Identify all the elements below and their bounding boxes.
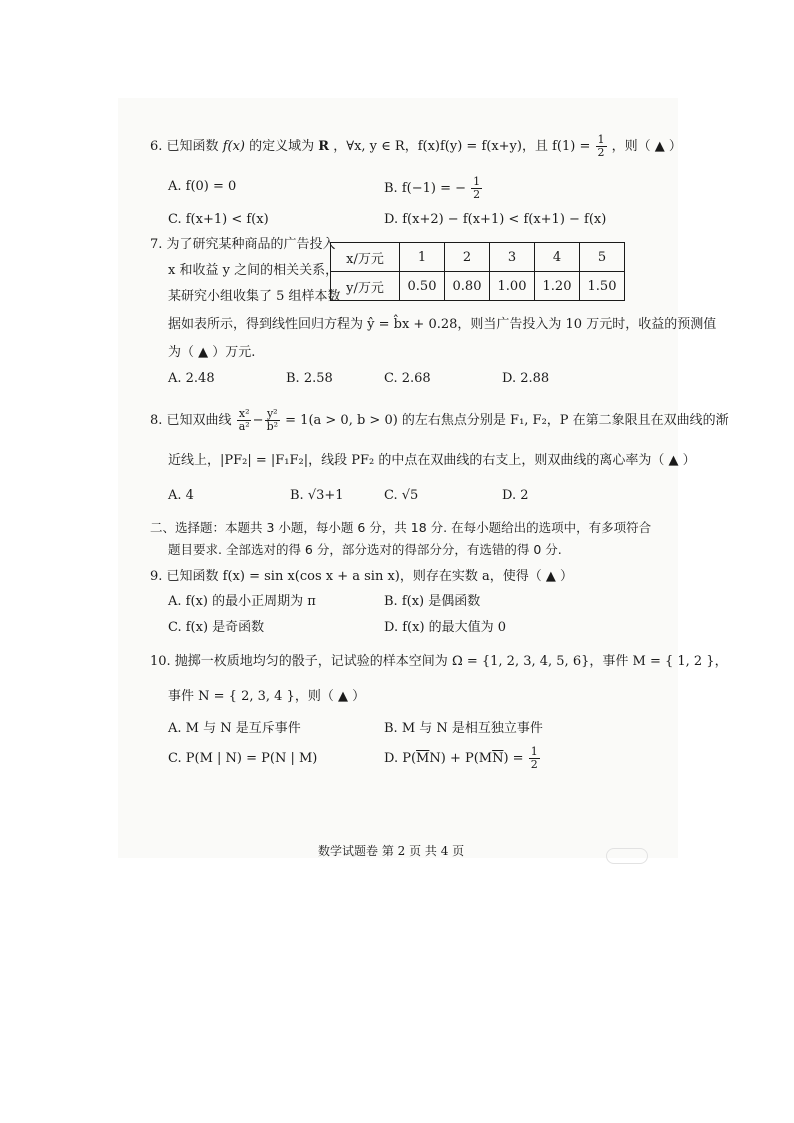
faint-stamp [606,848,648,864]
q6-stem-a: 6. 已知函数 [150,139,219,154]
q10-option-d-fraction: $\frac{1}{2}$ [530,745,538,771]
q6-stem-b: 的定义域为 [249,139,315,154]
q9-stem: 9. 已知函数 f(x) = sin x(cos x + a sin x)，则存在实数 a，使得（ ▲ ） [150,569,574,584]
table-cell: 0.80 [445,272,490,301]
q7-line-4: 据如表所示，得到线性回归方程为 ŷ = b̂x + 0.28，则当广告投入为 10 万元时，收益的预测值 [168,317,717,332]
q7-line-1: 7. 为了研究某种商品的广告投入 [150,237,336,252]
q9-option-b: B. f(x) 是偶函数 [384,594,481,609]
q7-option-d: D. 2.88 [502,371,550,386]
q7-option-a: A. 2.48 [168,371,215,386]
q9-option-a: A. f(x) 的最小正周期为 π [168,594,316,609]
q8-line-2: 近线上，|PF₂| = |F₁F₂|，线段 PF₂ 的中点在双曲线的右支上，则双曲线的离心率为（ ▲ ） [168,453,696,468]
table-cell: 2 [445,243,490,272]
q7-option-b: B. 2.58 [286,371,333,386]
q7-option-c: C. 2.68 [384,371,431,386]
table-cell: 1.50 [580,272,625,301]
q8-option-a: A. 4 [168,488,194,503]
q6-option-b: B. f(−1) = − $\frac{1}{2}$ [384,175,481,201]
section-2-heading-line-1: 二、选择题：本题共 3 小题，每小题 6 分，共 18 分. 在每小题给出的选项中，有多项符合 [150,520,652,535]
q10-line-2: 事件 N = { 2, 3, 4 }，则（ ▲ ） [168,689,366,704]
q10-option-c: C. P(M | N) = P(N | M) [168,751,318,766]
q6-real-set: R [318,139,330,154]
sample-data-table [330,242,625,301]
q6-fx: f(x) [222,139,245,154]
table-cell: 1.00 [490,272,535,301]
q9-option-c: C. f(x) 是奇函数 [168,620,265,635]
q8-line-1: 8. 已知双曲线 $\frac{\text{x²}}{\text{a²}}$ − $\frac{\text{y²}}{\text{b²}}$ = 1(a > 0, b > 0) 的左右焦点分别是 F₁, F₂，P 在第二象限且在双曲线的渐 [150,407,729,433]
q6-stem-c: ，∀x, y ∈ R，f(x)f(y) = f(x+y)，且 f(1) = [333,139,591,154]
q8-option-c: C. √5 [384,488,419,503]
q6-option-a: A. f(0) = 0 [168,179,237,194]
q6-fraction: $\frac{1}{2}$ [597,133,605,159]
table-cell: 4 [535,243,580,272]
q6-stem-d: ，则（ ▲ ） [611,139,682,154]
q10-option-a: A. M 与 N 是互斥事件 [168,721,301,736]
table-cell: 5 [580,243,625,272]
q10-option-b: B. M 与 N 是相互独立事件 [384,721,543,736]
q7-line-3: 某研究小组收集了 5 组样本数 [168,289,341,304]
table-cell: 0.50 [400,272,445,301]
table-cell: 3 [490,243,535,272]
q8-fraction-y: $\frac{\text{y²}}{\text{b²}}$ [266,407,279,433]
table-row-y [331,272,625,301]
q10-option-d: D. $P(\overline{M}N) + P(M\overline{N})$ = $\frac{1}{2}$ [384,745,538,771]
q7-line-5: 为（ ▲ ）万元. [168,345,256,360]
q8-option-b: B. √3+1 [290,488,344,503]
question-6-stem [150,134,682,159]
q8-option-d: D. 2 [502,488,529,503]
page-footer: 数学试题卷 第 2 页 共 4 页 [318,844,465,858]
table-cell: y/万元 [331,272,400,301]
table-cell: 1.20 [535,272,580,301]
q7-line-2: x 和收益 y 之间的相关关系， [168,263,339,278]
q6-option-d: D. f(x+2) − f(x+1) < f(x+1) − f(x) [384,212,607,227]
q6-option-b-fraction: $\frac{1}{2}$ [473,175,481,201]
table-cell: x/万元 [331,243,400,272]
q9-option-d: D. f(x) 的最大值为 0 [384,620,507,635]
q10-line-1: 10. 抛掷一枚质地均匀的骰子，记试验的样本空间为 Ω = {1, 2, 3, 4, 5, 6}，事件 M = { 1, 2 }， [150,654,728,669]
section-2-heading-line-2: 题目要求. 全部选对的得 6 分，部分选对的得部分分，有选错的得 0 分. [168,542,562,557]
q6-option-c: C. f(x+1) < f(x) [168,212,269,227]
table-cell: 1 [400,243,445,272]
q8-fraction-x: $\frac{\text{x²}}{\text{a²}}$ [238,407,250,433]
table-row-x [331,243,625,272]
